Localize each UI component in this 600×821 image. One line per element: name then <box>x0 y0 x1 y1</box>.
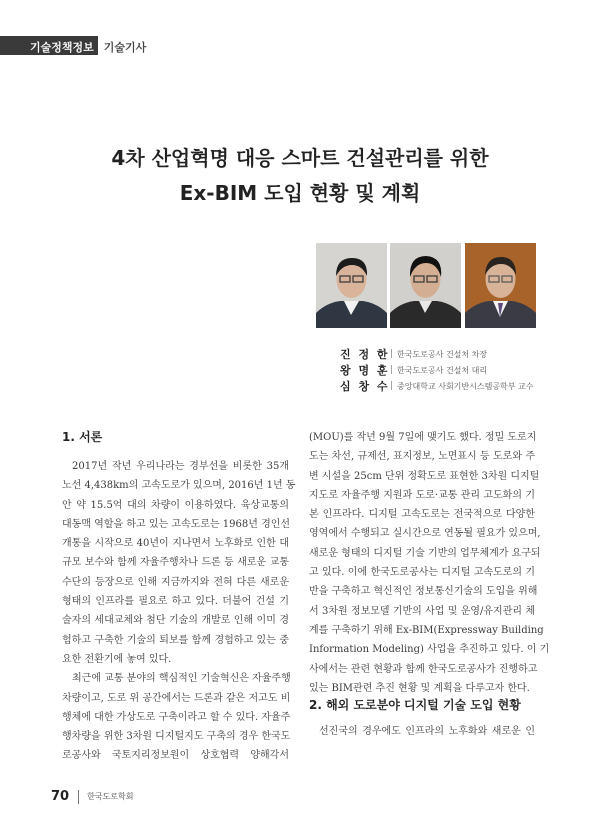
author-photo-1 <box>316 243 387 328</box>
author-affiliation: 한국도로공사 건설처 차장 <box>397 349 488 359</box>
body-line: 본 인프라다. 디지털 고속도로는 전국적으로 다양한 <box>309 509 535 521</box>
footer-divider <box>78 790 79 804</box>
body-line: 행체에 대한 가상도로 구축이라고 할 수 있다. 자율주 <box>62 711 291 723</box>
body-line: Information Modeling) 사업을 추진하고 있다. 이 기 <box>309 644 550 656</box>
body-line: 수단의 등장으로 인해 지금까지와 전혀 다른 새로운 <box>62 576 289 588</box>
body-line: 험하고 구축한 기술의 퇴보를 함께 경험하고 있는 중 <box>62 634 289 646</box>
body-line: 노선 4,438km의 고속도로가 있으며, 2016년 1년 동 <box>62 480 296 492</box>
author-row <box>340 362 534 378</box>
body-line: 새로운 형태의 디지털 기술 기반의 업무체계가 요구되 <box>309 547 541 559</box>
body-line: 도는 차선, 규제선, 표지정보, 노면표시 등 도로와 주 <box>309 451 535 463</box>
section-2-heading: 2. 해외 도로분야 디지털 기술 도입 현황 <box>309 698 521 712</box>
body-line: 계를 구축하기 위해 Ex-BIM(Expressway Building <box>309 624 544 636</box>
body-line: 술자의 세대교체와 첨단 기술의 개발로 인해 이미 경 <box>62 615 289 627</box>
category-label: 기술정책정보 <box>0 36 98 55</box>
body-line: 행차량을 위한 3차원 디지털지도 구축의 경우 한국도 <box>62 731 291 743</box>
left-column <box>62 457 296 766</box>
body-line: 있는 BIM관련 추진 현황 및 계획을 다루고자 한다. <box>309 682 530 694</box>
body-line: 영역에서 수행되고 실시간으로 연동될 필요가 있으며, <box>309 528 541 540</box>
author-name: 왕 명 훈 <box>340 364 390 377</box>
category-header <box>0 36 146 55</box>
subcategory-label: 기술기사 <box>103 41 147 54</box>
author-row <box>340 346 534 362</box>
body-line: 2017년 작년 우리나라는 경부선을 비롯한 35개 <box>72 461 289 472</box>
page-number: 70 <box>51 789 70 804</box>
body-line: 로공사와 국토지리정보원이 상호협력 양해각서 <box>62 750 289 762</box>
body-line: 형태의 인프라를 필요로 하고 있다. 더불어 건설 기 <box>62 596 289 608</box>
body-line: 규모 보수와 함께 자율주행차나 드론 등 새로운 교통 <box>62 557 289 569</box>
body-line: 선진국의 경우에도 인프라의 노후화와 새로운 인 <box>319 726 535 737</box>
author-name: 심 창 수 <box>340 380 390 393</box>
author-name: 진 정 한 <box>340 348 390 361</box>
right-column <box>309 428 550 698</box>
body-line: (MOU)를 작년 9월 7일에 맺기도 했다. 정밀 도로지 <box>309 432 537 443</box>
body-line: 최근에 교통 분야의 핵심적인 기술혁신은 자율주행 <box>72 673 291 685</box>
author-row <box>340 378 534 394</box>
author-list <box>340 346 534 394</box>
author-photo-3 <box>465 243 536 328</box>
body-line: 사에서는 관련 현황과 함께 한국도로공사가 진행하고 <box>309 663 538 675</box>
body-line: 반을 구축하고 혁신적인 정보통신기술의 도입을 위해 <box>309 586 538 598</box>
separator: | <box>390 349 394 359</box>
author-photo-2 <box>390 243 461 328</box>
author-affiliation: 중앙대학교 사회기반시스템공학부 교수 <box>397 381 534 391</box>
section-2-body <box>309 722 535 741</box>
body-line: 안 약 15.5억 대의 차량이 이용하였다. 육상교통의 <box>62 499 289 511</box>
article-title <box>0 141 600 211</box>
section-1-heading: 1. 서론 <box>62 430 103 444</box>
body-line: 요한 전환기에 놓여 있다. <box>62 653 172 665</box>
title-line-1: 4차 산업혁명 대응 스마트 건설관리를 위한 <box>111 146 489 170</box>
page-footer <box>51 789 133 804</box>
body-line: 서 3차원 정보모델 기반의 사업 및 운영/유지관리 체 <box>309 605 535 617</box>
body-line: 지도로 자율주행 지원과 도로·교통 관리 고도화의 기 <box>309 489 535 501</box>
body-line: 변 시설을 25cm 단위 정확도로 표현한 3차원 디지털 <box>309 470 540 482</box>
separator: | <box>390 381 394 391</box>
body-line: 고 있다. 이에 한국도로공사는 디지털 고속도로의 기 <box>309 567 535 579</box>
title-line-2: Ex-BIM 도입 현황 및 계획 <box>179 181 421 205</box>
body-line: 대동맥 역할을 하고 있는 고속도로는 1968년 경인선 <box>62 518 291 530</box>
journal-name: 한국도로학회 <box>87 792 134 801</box>
author-affiliation: 한국도로공사 건설처 대리 <box>397 365 488 375</box>
separator: | <box>390 365 394 375</box>
body-line: 개통을 시작으로 40년이 지나면서 노후화로 인한 대 <box>62 538 289 550</box>
body-line: 차량이고, 도로 위 공간에서는 드론과 같은 저고도 비 <box>62 692 291 704</box>
